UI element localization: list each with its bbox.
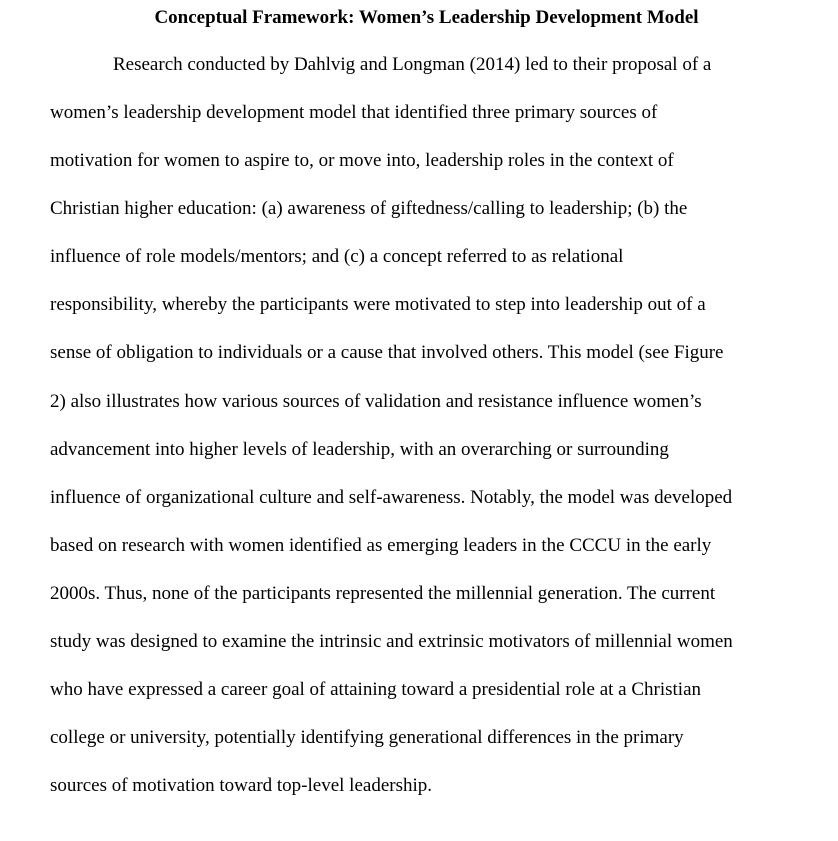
paragraph-line: study was designed to examine the intrinsic and extrinsic motivators of millennial women bbox=[50, 631, 733, 652]
paragraph-line: Research conducted by Dahlvig and Longman (2014) led to their proposal of a bbox=[113, 54, 712, 75]
paragraph-line: influence of organizational culture and self-awareness. Notably, the model was developed bbox=[50, 487, 733, 508]
section-heading: Conceptual Framework: Women’s Leadership Development Model bbox=[154, 7, 699, 28]
paragraph-line: sense of obligation to individuals or a cause that involved others. This model (see Figure bbox=[50, 342, 724, 363]
paragraph-line: college or university, potentially identifying generational differences in the primary bbox=[50, 727, 684, 748]
paragraph-line: advancement into higher levels of leadership, with an overarching or surrounding bbox=[50, 439, 669, 460]
paragraph-line: Christian higher education: (a) awareness of giftedness/calling to leadership; (b) the bbox=[50, 198, 688, 219]
paragraph-line: women’s leadership development model that identified three primary sources of bbox=[50, 102, 658, 123]
paragraph-line: responsibility, whereby the participants were motivated to step into leadership out of a bbox=[50, 294, 706, 315]
paragraph-line: who have expressed a career goal of attaining toward a presidential role at a Christian bbox=[50, 679, 702, 700]
paragraph-line: 2) also illustrates how various sources of validation and resistance influence women’s bbox=[50, 391, 702, 412]
paragraph-line: sources of motivation toward top-level leadership. bbox=[50, 775, 433, 796]
paragraph-line: motivation for women to aspire to, or move into, leadership roles in the context of bbox=[50, 150, 674, 171]
paragraph-line: based on research with women identified as emerging leaders in the CCCU in the early bbox=[50, 535, 712, 556]
paragraph-line: 2000s. Thus, none of the participants represented the millennial generation. The current bbox=[50, 583, 716, 604]
paragraph-line: influence of role models/mentors; and (c) a concept referred to as relational bbox=[50, 246, 624, 267]
